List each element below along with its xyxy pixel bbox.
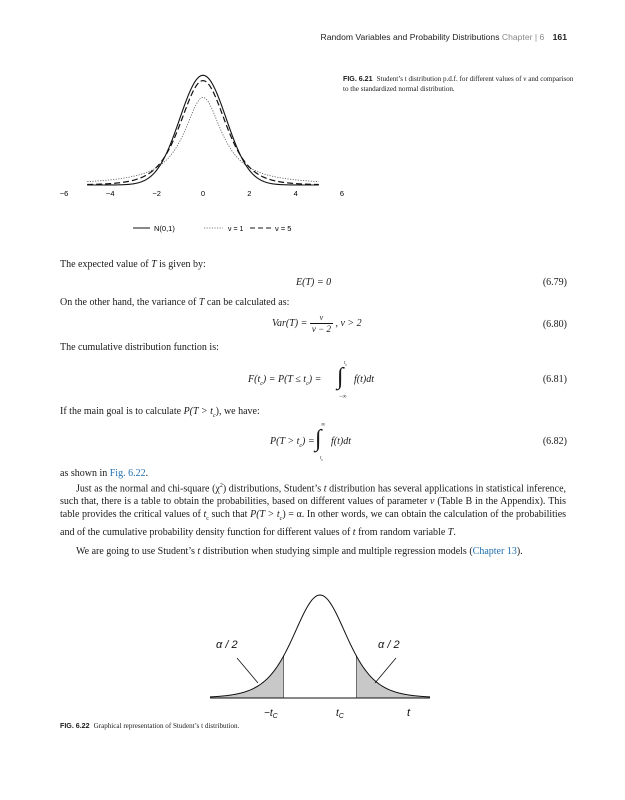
caption-text: Graphical representation of Student’s t distribution. xyxy=(93,722,240,730)
fig-6-22-link[interactable]: Fig. 6.22 xyxy=(109,468,146,479)
paragraph-main-goal: If the main goal is to calculate $P(T > t_c)$, we have: xyxy=(60,406,260,419)
equation-number-6-80: (6.80) xyxy=(542,319,567,330)
legend-label-normal: N(0,1) xyxy=(154,224,175,233)
series-nu-5-line xyxy=(87,81,319,185)
legend xyxy=(133,224,291,233)
equation-number-6-79: (6.79) xyxy=(542,277,567,288)
integrand-682: f(t)dt xyxy=(331,436,351,447)
figure-6-21-caption xyxy=(343,74,575,94)
alpha-right-label: α / 2 xyxy=(378,639,400,651)
right-arrow-pointer xyxy=(375,658,396,683)
equation-number-6-82: (6.82) xyxy=(542,436,567,447)
equation-6-80: Var(T) = $\frac{\nu}{\nu - 2}$ , ν > 2 xyxy=(272,313,362,334)
integral-upper-limit-682: ∞ xyxy=(321,422,326,428)
legend-label-nu-1: ν = 1 xyxy=(228,226,244,233)
integral-lower-limit-681: −∞ xyxy=(339,394,347,400)
x-tick-label: 0 xyxy=(200,189,206,198)
left-arrow-pointer xyxy=(237,658,258,683)
chapter-label: Chapter | 6 xyxy=(501,32,545,42)
series-normal-line xyxy=(87,75,319,185)
x-tick-label: −4 xyxy=(106,189,115,198)
paragraph-shown-in: as shown in Fig. 6.22. xyxy=(60,468,149,479)
equation-6-81: $F(t_c) = P(T \le t_c)$ = xyxy=(248,374,322,387)
x-axis-ticks xyxy=(60,189,344,198)
x-tick-label: −6 xyxy=(59,189,69,198)
equation-number-6-81: (6.81) xyxy=(542,374,567,385)
running-title: Random Variables and Probability Distributions xyxy=(320,32,500,42)
x-tick-label: −2 xyxy=(152,189,161,198)
equation-6-82: $P(T > t_c)$ = xyxy=(270,436,315,449)
t-axis-label: t xyxy=(407,707,411,719)
equation-6-79: E(T) = 0 xyxy=(296,277,332,288)
figure-6-21-chart xyxy=(40,60,345,245)
integral-sign-681: ∫ xyxy=(337,364,344,390)
page-number: 161 xyxy=(552,32,567,42)
x-tick-label: 4 xyxy=(293,189,298,198)
figure-label: FIG. 6.22 xyxy=(60,722,90,730)
paragraph-variance: On the other hand, the variance of T can be calculated as: xyxy=(60,297,290,308)
running-header xyxy=(321,32,567,42)
paragraph-expected-value: The expected value of T is given by: xyxy=(60,259,206,270)
figure-6-22-caption xyxy=(60,722,239,730)
caption-text: Student’s t distribution p.d.f. for different values of ν and comparison to the standardized normal distribution. xyxy=(343,75,574,93)
series-nu-1-line xyxy=(87,97,319,181)
paragraph-regression: We are going to use Student’s t distribution when studying simple and multiple regression models (Chapter 13). xyxy=(76,546,523,557)
x-tick-label: 2 xyxy=(247,189,252,198)
legend-label-nu-5: ν = 5 xyxy=(275,224,292,233)
integral-lower-limit-682: $t_c$ xyxy=(320,456,324,462)
pos-tc-label: $t_C$ xyxy=(336,708,344,720)
figure-6-22-chart xyxy=(200,588,440,722)
alpha-left-label: α / 2 xyxy=(216,639,238,651)
x-tick-label: 6 xyxy=(339,189,345,198)
integral-sign-682: ∫ xyxy=(315,426,322,452)
paragraph-cdf: The cumulative distribution function is: xyxy=(60,342,219,353)
paragraph-applications: Just as the normal and chi-square $(\chi^2)$ distributions, Student’s t distribution has several applications in statistical inference, such that, there is a table to obtain the probabilities, based on different values of parameter ν (Table B in the Appendix). This table provides the critical values of $t_c$ such that $P(T > t_c) = \alpha$. In other words, we can obtain the calculation of the probabilities and of the cumulative probability density function for different values of t from random variable T. xyxy=(60,483,567,539)
neg-tc-label: $-t_C$ xyxy=(264,708,278,720)
integral-upper-limit-681: $t_c$ xyxy=(344,361,348,367)
chapter-13-link[interactable]: Chapter 13 xyxy=(472,546,517,557)
integrand-681: f(t)dt xyxy=(354,374,374,385)
figure-label: FIG. 6.21 xyxy=(343,75,373,83)
